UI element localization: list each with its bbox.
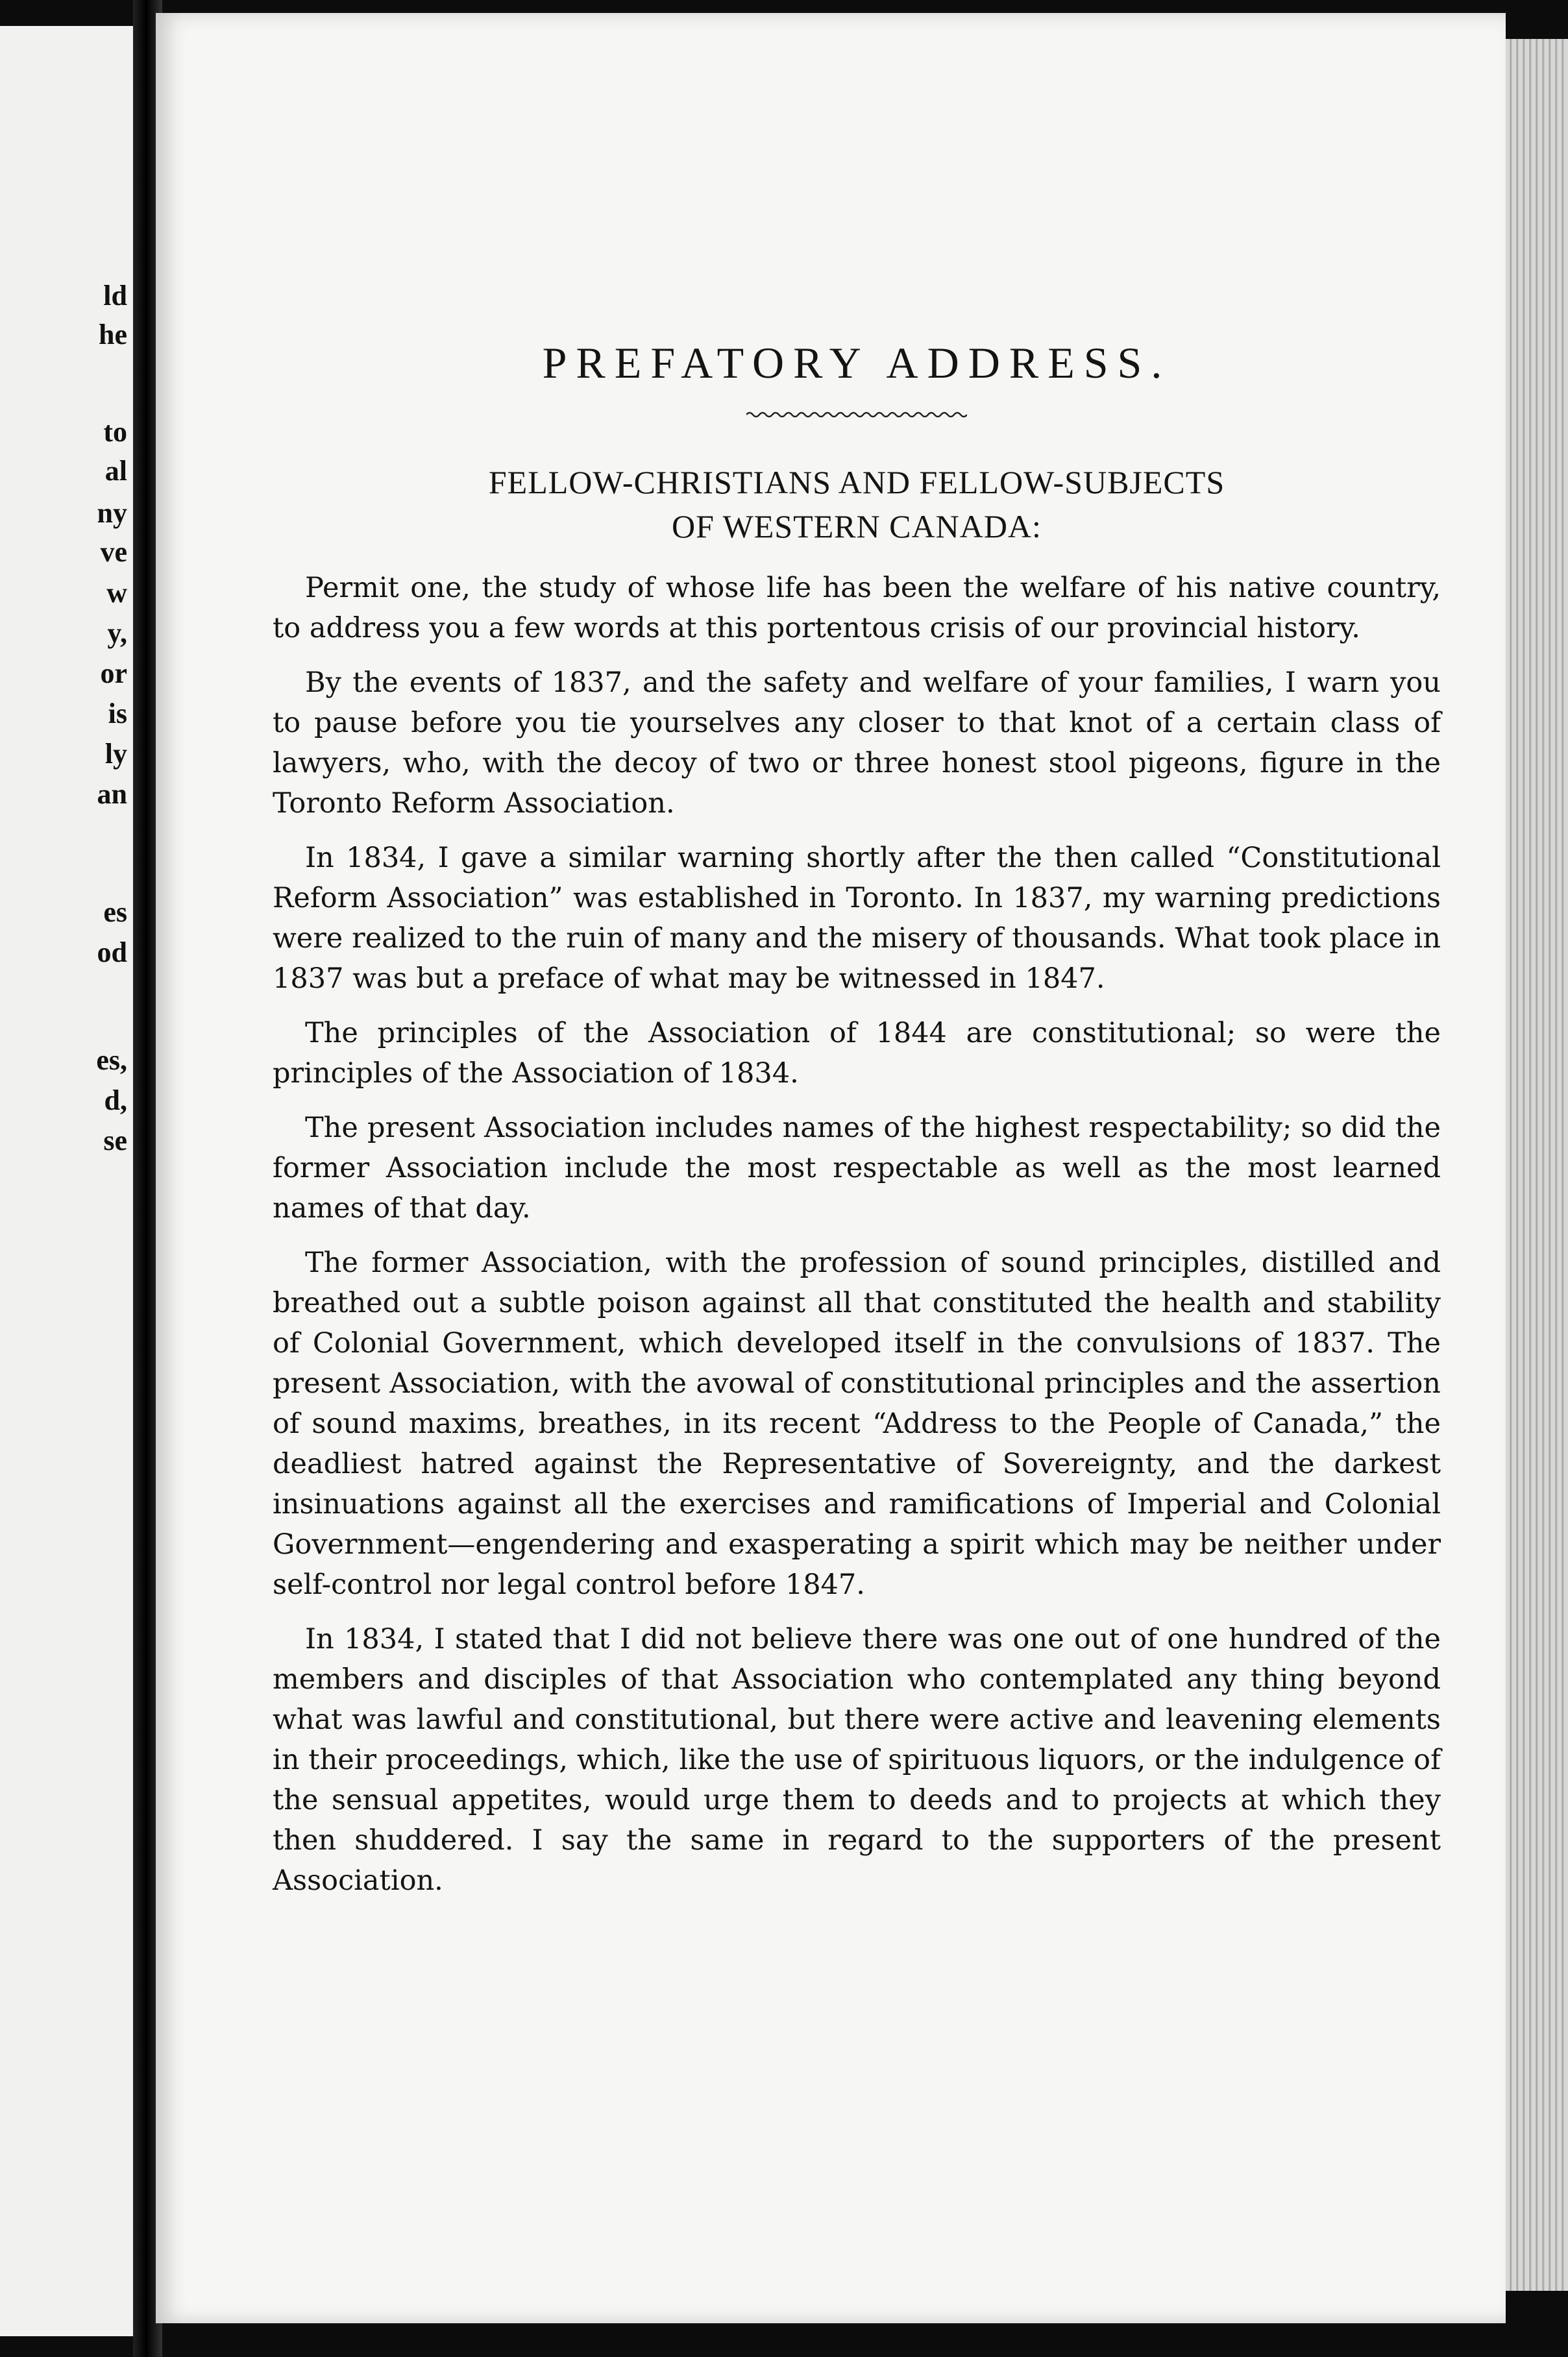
facing-fragment: y, — [107, 617, 127, 649]
paragraph: The principles of the Association of 1844 are constitutional; so were the principles of the Association of 1834. — [273, 1017, 1441, 1090]
facing-fragment: ly — [104, 738, 127, 770]
facing-fragment: ny — [97, 497, 127, 529]
paragraph: The present Association includes names of the highest respectability; so did the former Association include the most respectable as well as the most learned names of that day. — [273, 1112, 1441, 1225]
facing-fragment: es, — [96, 1044, 127, 1076]
facing-fragment: se — [103, 1125, 127, 1156]
facing-fragment: al — [104, 455, 127, 487]
paragraph: The former Association, with the profession of sound principles, distilled and breathed out a subtle poison against all that constituted the health and stability of Colonial Government, which developed itself in the convulsions of 1837. The present Association, with the avowal of constitutional principles and the assertion of sound maxims, breathes, in its recent “Address to the People of Canada,” the deadliest hatred against the Representative of Sovereignty, and the darkest insinuations against all the exercises and ramifications of Imperial and Colonial Government—engendering and exasperating a spirit which may be neither under self-control nor legal control before 1847. — [273, 1247, 1441, 1601]
facing-fragment: to — [103, 416, 127, 448]
salutation — [273, 460, 1441, 548]
paragraph: In 1834, I gave a similar warning shortly after the then called “Constitutional Reform Association” was established in Toronto. In 1837, my warning predictions were realized to the ruin of many and the misery of thousands. What took place in 1837 was but a preface of what may be witnessed in 1847. — [273, 842, 1441, 995]
facing-page-strip — [0, 26, 136, 2336]
facing-fragment: w — [106, 577, 127, 609]
paragraph: In 1834, I stated that I did not believe there was one out of one hundred of the members and disciples of that Association who contemplated any thing beyond what was lawful and constitutional, but there were active and leavening elements in their proceedings, which, like the use of spirituous liquors, or the indulgence of the sensual appetites, would urge them to deeds and to projects at which they then shuddered. I say the same in regard to the supporters of the present Association. — [273, 1623, 1441, 1897]
wavy-rule-ornament — [746, 408, 967, 421]
facing-fragment: an — [97, 778, 127, 810]
facing-fragment: is — [108, 698, 127, 729]
salutation-line-1: FELLOW-CHRISTIANS AND FELLOW-SUBJECTS — [488, 464, 1225, 500]
facing-fragment: or — [100, 657, 127, 689]
facing-fragment: od — [97, 936, 127, 968]
paragraph: Permit one, the study of whose life has been the welfare of his native country, to address you a few words at this portentous crisis of our provincial history. — [273, 572, 1441, 644]
page-content — [273, 337, 1441, 1915]
facing-fragment: d, — [104, 1084, 127, 1116]
facing-fragment: he — [99, 319, 127, 350]
salutation-line-2: OF WESTERN CANADA: — [672, 508, 1042, 544]
facing-fragment: ve — [100, 536, 127, 568]
paragraph: By the events of 1837, and the safety and welfare of your families, I warn you to pause before you tie yourselves any closer to that knot of a certain class of lawyers, who, with the decoy of two or three honest stool pigeons, figure in the Toronto Reform Association. — [273, 666, 1441, 820]
page-title: PREFATORY ADDRESS. — [542, 338, 1171, 387]
stacked-page-edges — [1506, 39, 1568, 2291]
facing-fragment: ld — [103, 280, 127, 311]
page — [156, 13, 1506, 2323]
facing-fragment: es — [103, 896, 127, 928]
